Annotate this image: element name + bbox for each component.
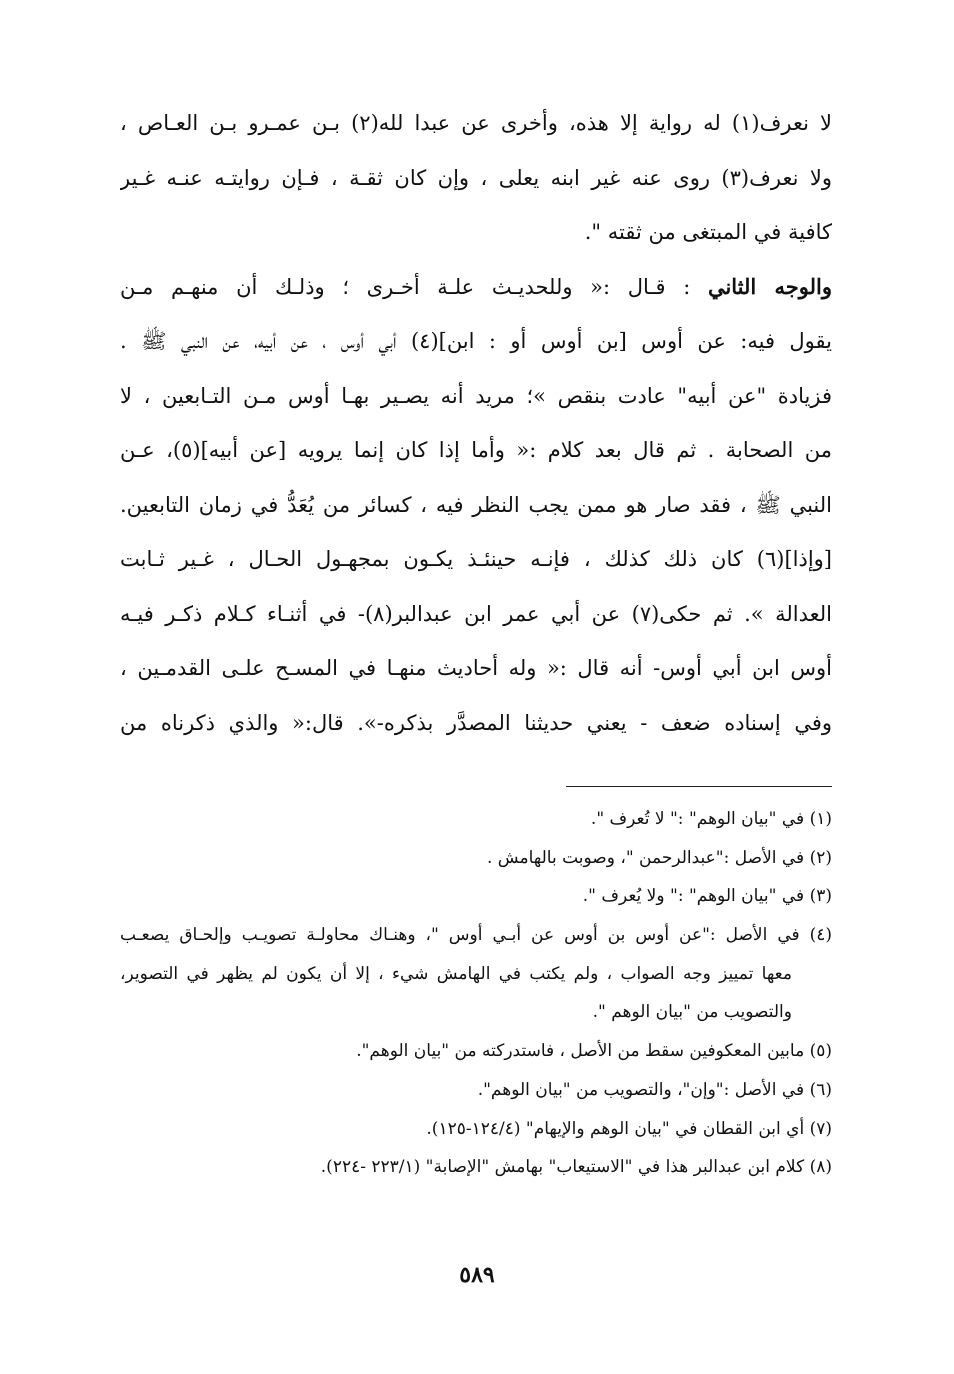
body-line: من الصحابة . ثم قال بعد كلام :« وأما إذا كان إنما يرويه [عن أبيه](٥)، عـن	[120, 438, 832, 462]
body-line: كافية في المبتغى من ثقته ".	[584, 220, 832, 244]
body-line: النبي ﷺ ، فقد صار هو ممن يجب النظر فيه ، كسائر من يُعَدُّ في زمان التابعين.	[120, 492, 832, 517]
footnote: (٣) في "بيان الوهم" :" ولا يُعرف ".	[582, 886, 832, 907]
body-line: يقول فيه: عن أوس [بن أوس أو : ابن](٤) أبي أوس ، عن أبيه، عن النبي ﷺ .	[120, 329, 832, 353]
body-line: العدالة ». ثم حكى(٧) عن أبي عمر ابن عبدالبر(٨)- في أثنـاء كـلام ذكـر فيـه	[120, 601, 832, 626]
body-line: وفي إسناده ضعف - يعني حديثنا المصدَّر بذكره-». قال:« والذي ذكرناه من	[120, 710, 832, 735]
body-line: [وإذا](٦) كان ذلك كذلك ، فإنـه حينئـذ يكـون بمجهـول الحـال ، غـير ثـابت	[120, 547, 832, 571]
body-text	[120, 96, 832, 750]
footnotes	[120, 800, 832, 1187]
body-line: أوس ابن أبي أوس- أنه قال :« وله أحاديث منهـا في المسـح علـى القدمـين ،	[120, 656, 832, 680]
page-number: ٥٨٩	[459, 1262, 495, 1288]
section-heading: والوجه الثاني	[707, 273, 832, 299]
footnote: (٧) أي ابن القطان في "بيان الوهم والإيهام" (١٢٤/٤-١٢٥).	[426, 1118, 832, 1139]
footnote-continuation: والتصويب من "بيان الوهم ".	[592, 1002, 792, 1023]
footnote-continuation: معها تمييز وجه الصواب ، ولم يكتب في الهامش شيء ، إلا أن يكون لم يظهر في التصوير،	[120, 963, 792, 984]
body-line: لا نعرف(١) له رواية إلا هذه، وأخرى عن عبدا لله(٢) بـن عمـرو بـن العـاص ،	[120, 111, 832, 135]
footnote: (٢) في الأصل :"عبدالرحمن "، وصوبت بالهامش .	[486, 847, 832, 868]
footnote: (٥) مابين المعكوفين سقط من الأصل ، فاستدركته من "بيان الوهم".	[356, 1041, 832, 1062]
body-line: والوجه الثاني : قـال :« وللحديـث علـة أخـرى ؛ وذلـك أن منهـم مـن	[120, 273, 832, 299]
body-line: ولا نعرف(٣) روى عنه غير ابنه يعلى ، وإن كان ثقـة ، فـإن روايتـه عنـه غـير	[120, 165, 832, 190]
footnote: (١) في "بيان الوهم" :" لا تُعرف ".	[590, 809, 832, 829]
footnote: (٦) في الأصل :"وإن"، والتصويب من "بيان الوهم".	[477, 1079, 832, 1100]
footnote: (٤) في الأصل :"عن أوس بن أوس عن أبـي أوس "، وهنـاك محاولـة تصويـب وإلحـاق يصعـب	[120, 925, 832, 946]
footnote-separator	[566, 786, 832, 787]
footnote: (٨) كلام ابن عبدالبر هذا في "الاستيعاب" بهامش "الإصابة" (٢٢٣/١ -٢٢٤).	[320, 1157, 832, 1178]
body-line: فزيادة "عن أبيه" عادت بنقص »؛ مريد أنه يصـير بهـا أوس مـن التـابعين ، لا	[120, 383, 832, 408]
